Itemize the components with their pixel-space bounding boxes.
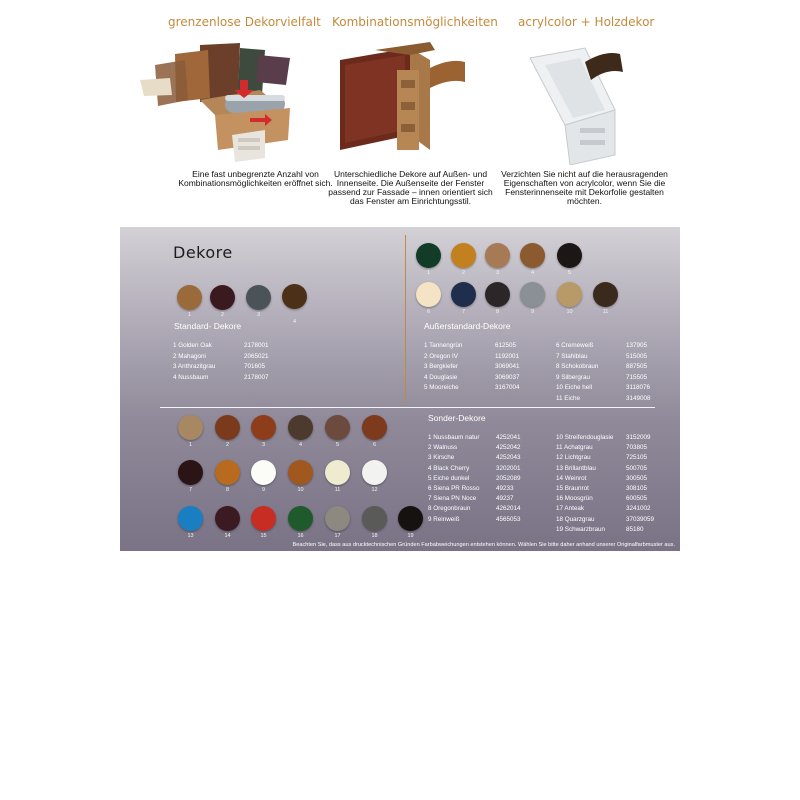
decor-code: 2065021 bbox=[244, 352, 269, 360]
swatch-sonder-14 bbox=[215, 506, 240, 531]
swatch-number: 16 bbox=[297, 533, 304, 539]
decor-code: 2052089 bbox=[496, 474, 521, 482]
decor-name: 3 Kirsche bbox=[428, 454, 455, 462]
decor-name: 5 Eiche dunkel bbox=[428, 474, 470, 482]
decor-name: 8 Oregonbraun bbox=[428, 505, 471, 513]
swatch-number: 6 bbox=[372, 442, 377, 448]
swatch-sonder-10 bbox=[288, 460, 313, 485]
decor-code: 3069037 bbox=[495, 373, 520, 381]
swatch-ausser-7 bbox=[451, 282, 476, 307]
decor-code: 515005 bbox=[626, 352, 648, 360]
swatch-sonder-8 bbox=[215, 460, 240, 485]
decor-name: 14 Weinrot bbox=[556, 474, 587, 482]
decor-code: 701605 bbox=[244, 363, 266, 370]
swatch-number: 7 bbox=[188, 487, 193, 493]
decor-name: 17 Anteak bbox=[556, 505, 585, 513]
decor-code: 725105 bbox=[626, 454, 648, 462]
decor-code: 3118076 bbox=[626, 384, 651, 391]
decor-name: 9 Reinweiß bbox=[428, 515, 460, 523]
decor-code: 49233 bbox=[496, 485, 514, 492]
swatch-ausser-9 bbox=[520, 282, 545, 307]
decor-code: 308105 bbox=[626, 485, 648, 492]
decor-name: 3 Anthrazitgrau bbox=[173, 363, 216, 370]
decor-code: 4252041 bbox=[496, 434, 521, 441]
decor-code: 612505 bbox=[495, 342, 517, 349]
decor-code: 4252043 bbox=[496, 454, 521, 462]
feature-desc-dekorvielfalt: Eine fast unbegrenzte Anzahl von Kombinationsmöglichkeiten eröffnet sich. bbox=[178, 169, 333, 188]
decor-code: 887505 bbox=[626, 363, 648, 370]
swatch-ausser-10 bbox=[557, 282, 582, 307]
swatch-sonder-4 bbox=[288, 415, 313, 440]
swatch-ausser-8 bbox=[485, 282, 510, 307]
decor-foils-roll-illustration bbox=[140, 40, 295, 165]
decor-code: 1192001 bbox=[495, 352, 520, 360]
decor-code: 3202001 bbox=[496, 464, 521, 472]
swatch-standard-2 bbox=[210, 285, 235, 310]
decor-code: 2178007 bbox=[244, 373, 269, 381]
decor-code: 37039059 bbox=[626, 515, 655, 523]
swatch-number: 2 bbox=[461, 270, 466, 276]
decor-code: 4565053 bbox=[496, 515, 521, 523]
decor-code: 3167004 bbox=[495, 384, 520, 391]
swatch-number: 7 bbox=[461, 309, 466, 315]
vertical-divider bbox=[405, 235, 406, 403]
decor-name: 7 Siena PN Noce bbox=[428, 495, 477, 503]
decor-name: 9 Silbergrau bbox=[556, 373, 590, 381]
sonder-heading: Sonder-Dekore bbox=[428, 413, 486, 423]
swatch-number: 5 bbox=[335, 442, 340, 448]
swatch-sonder-11 bbox=[325, 460, 350, 485]
swatch-number: 2 bbox=[220, 312, 225, 318]
decor-name: 19 Schwarzbraun bbox=[556, 525, 606, 533]
decor-name: 1 Golden Oak bbox=[173, 342, 212, 349]
decor-name: 4 Douglasie bbox=[424, 373, 458, 381]
swatch-number: 8 bbox=[225, 487, 230, 493]
swatch-number: 3 bbox=[495, 270, 500, 276]
swatch-sonder-12 bbox=[362, 460, 387, 485]
swatch-sonder-6 bbox=[362, 415, 387, 440]
swatch-sonder-19 bbox=[398, 506, 423, 531]
feature-desc-acrylcolor: Verzichten Sie nicht auf die herausragenden Eigenschaften von acrylcolor, wenn Sie die Fensterinnenseite mit Dekorfolie gestalten möchten. bbox=[501, 169, 668, 206]
swatch-ausser-5 bbox=[557, 243, 582, 268]
decor-code: 2178001 bbox=[244, 342, 269, 349]
swatch-sonder-15 bbox=[251, 506, 276, 531]
swatch-number: 10 bbox=[297, 487, 304, 493]
decor-name: 1 Tannengrün bbox=[424, 342, 463, 349]
swatch-number: 15 bbox=[260, 533, 267, 539]
swatch-sonder-3 bbox=[251, 415, 276, 440]
decor-name: 2 Mahagoni bbox=[173, 352, 206, 360]
decor-code: 49237 bbox=[496, 495, 514, 503]
feature-desc-kombination: Unterschiedliche Dekore auf Außen- und Innenseite. Die Außenseite der Fenster passend zur Fassade – innen orientiert sich das Fenster am Einrichtungsstil. bbox=[328, 169, 493, 206]
swatch-sonder-16 bbox=[288, 506, 313, 531]
swatch-number: 3 bbox=[256, 312, 261, 318]
swatch-number: 3 bbox=[261, 442, 266, 448]
decor-code: 703805 bbox=[626, 444, 648, 452]
decor-name: 18 Quarzgrau bbox=[556, 515, 595, 523]
decor-name: 6 Cremeweiß bbox=[556, 342, 594, 349]
swatch-number: 18 bbox=[371, 533, 378, 539]
decor-name: 6 Siena PR Rosso bbox=[428, 485, 480, 492]
standard-heading: Standard- Dekore bbox=[174, 321, 242, 331]
decor-code: 600505 bbox=[626, 495, 648, 503]
horizontal-divider bbox=[160, 407, 655, 408]
swatch-sonder-1 bbox=[178, 415, 203, 440]
decor-code: 3152009 bbox=[626, 434, 651, 441]
swatch-number: 13 bbox=[187, 533, 194, 539]
decor-name: 15 Braunrot bbox=[556, 485, 589, 492]
swatch-ausser-1 bbox=[416, 243, 441, 268]
swatch-number: 1 bbox=[188, 442, 193, 448]
swatch-number: 5 bbox=[567, 270, 572, 276]
decor-name: 12 Lichtgrau bbox=[556, 454, 591, 462]
feature-title-kombination: Kombinationsmöglichkeiten bbox=[332, 15, 498, 29]
swatch-number: 2 bbox=[225, 442, 230, 448]
swatch-number: 4 bbox=[292, 319, 297, 325]
feature-title-dekorvielfalt: grenzenlose Dekorvielfalt bbox=[168, 15, 321, 29]
decor-name: 5 Mooreiche bbox=[424, 384, 459, 391]
decor-code: 500705 bbox=[626, 464, 648, 472]
decor-code: 4252042 bbox=[496, 444, 521, 452]
swatch-ausser-4 bbox=[520, 243, 545, 268]
swatch-sonder-18 bbox=[362, 506, 387, 531]
decor-code: 3241002 bbox=[626, 505, 651, 513]
swatch-sonder-7 bbox=[178, 460, 203, 485]
two-tone-window-profile-illustration bbox=[335, 40, 470, 165]
decor-name: 16 Moosgrün bbox=[556, 495, 593, 503]
swatch-sonder-2 bbox=[215, 415, 240, 440]
swatch-standard-1 bbox=[177, 285, 202, 310]
swatch-number: 9 bbox=[530, 309, 535, 315]
swatch-standard-3 bbox=[246, 285, 271, 310]
swatch-number: 1 bbox=[187, 312, 192, 318]
decor-name: 10 Streifendouglasie bbox=[556, 434, 614, 441]
decor-name: 4 Nussbaum bbox=[173, 373, 209, 381]
ausser-heading: Außerstandard-Dekore bbox=[424, 321, 511, 331]
decor-name: 10 Eiche hell bbox=[556, 384, 593, 391]
swatch-ausser-3 bbox=[485, 243, 510, 268]
decor-code: 3149008 bbox=[626, 394, 651, 402]
decor-name: 8 Schokobraun bbox=[556, 363, 599, 370]
decor-name: 2 Oregon IV bbox=[424, 352, 458, 360]
decor-name: 3 Bergkiefer bbox=[424, 363, 458, 370]
swatch-sonder-17 bbox=[325, 506, 350, 531]
decor-code: 4262014 bbox=[496, 505, 521, 513]
swatch-number: 19 bbox=[407, 533, 414, 539]
swatch-ausser-2 bbox=[451, 243, 476, 268]
decor-name: 4 Black Cherry bbox=[428, 464, 470, 472]
swatch-number: 4 bbox=[530, 270, 535, 276]
swatch-ausser-11 bbox=[593, 282, 618, 307]
decor-name: 11 Eiche bbox=[556, 394, 581, 402]
swatch-sonder-13 bbox=[178, 506, 203, 531]
dekore-panel bbox=[120, 227, 680, 551]
decor-code: 300505 bbox=[626, 474, 648, 482]
decor-code: 85180 bbox=[626, 525, 644, 533]
swatch-number: 17 bbox=[334, 533, 341, 539]
swatch-number: 11 bbox=[602, 309, 609, 315]
decor-name: 7 Stahlblau bbox=[556, 352, 588, 360]
swatch-number: 1 bbox=[426, 270, 431, 276]
swatch-number: 8 bbox=[495, 309, 500, 315]
swatch-number: 11 bbox=[334, 487, 341, 493]
decor-code: 137905 bbox=[626, 342, 648, 349]
swatch-number: 10 bbox=[566, 309, 573, 315]
decor-name: 1 Nussbaum natur bbox=[428, 434, 480, 441]
white-profile-with-decor-strip-illustration bbox=[525, 40, 650, 165]
decor-name: 13 Brillantblau bbox=[556, 464, 596, 472]
swatch-standard-4 bbox=[282, 284, 307, 309]
panel-title: Dekore bbox=[173, 243, 233, 262]
decor-code: 715505 bbox=[626, 373, 648, 381]
swatch-ausser-6 bbox=[416, 282, 441, 307]
swatch-number: 14 bbox=[224, 533, 231, 539]
swatch-number: 6 bbox=[426, 309, 431, 315]
swatch-number: 9 bbox=[261, 487, 266, 493]
swatch-number: 4 bbox=[298, 442, 303, 448]
disclaimer: Beachten Sie, dass aus drucktechnischen Gründen Farbabweichungen entstehen können. Wählen Sie bitte daher anhand unserer Originalfarbmuster aus. bbox=[292, 542, 675, 548]
swatch-sonder-5 bbox=[325, 415, 350, 440]
swatch-number: 12 bbox=[371, 487, 378, 493]
feature-title-acrylcolor: acrylcolor + Holzdekor bbox=[518, 15, 655, 29]
swatch-sonder-9 bbox=[251, 460, 276, 485]
decor-code: 3069041 bbox=[495, 363, 520, 370]
decor-name: 2 Walnuss bbox=[428, 444, 458, 452]
decor-name: 11 Achatgrau bbox=[556, 444, 593, 452]
